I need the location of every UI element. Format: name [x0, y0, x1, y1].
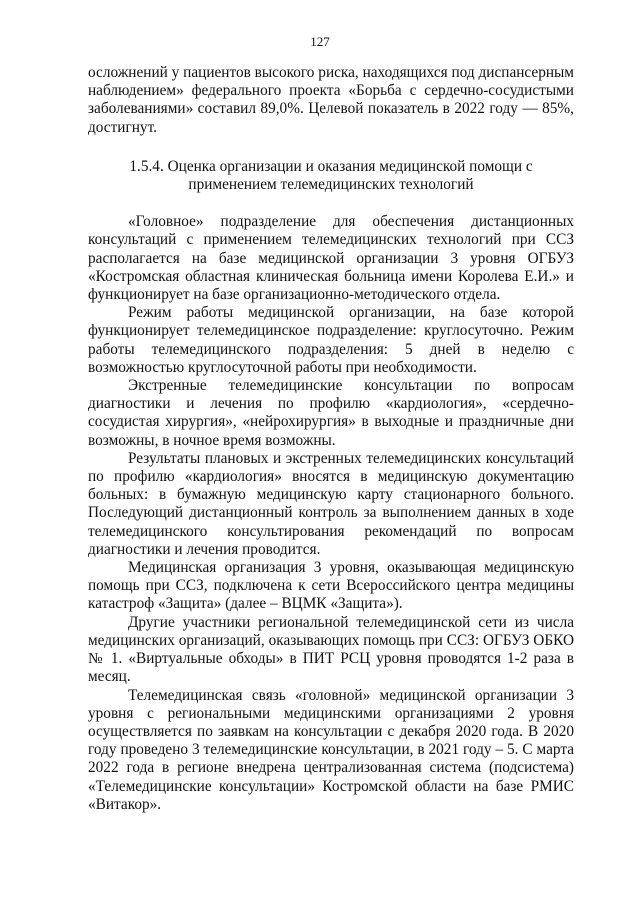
paragraph-zashchita-network: Медицинская организация 3 уровня, оказывающая медицинскую помощь при ССЗ, подключена к сети Всероссийского центра медицины катастроф «Защита» (далее – ВЦМК «Защита»).	[88, 559, 574, 613]
paragraph-other-participants: Другие участники региональной телемедицинской сети из числа медицинских организаций, оказывающих помощь при ССЗ: ОГБУЗ ОБКО № 1. «Виртуальные обходы» в ПИТ РСЦ уровня проводятся 1-2 раза в месяц.	[88, 613, 574, 686]
paragraph-consultation-results: Результаты плановых и экстренных телемедицинских консультаций по профилю «кардиология» вносятся в медицинскую документацию больных: в бумажную медицинскую карту стационарного больного. Последующий дистанционный контроль за выполнением данных в ходе телемедицинского консультирования рекомендаций по вопросам диагностики и лечения проводится.	[88, 449, 574, 558]
page-number: 127	[310, 34, 330, 49]
document-body	[88, 64, 574, 814]
paragraph-work-mode: Режим работы медицинской организации, на базе которой функционирует телемедицинское подразделение: круглосуточно. Режим работы телемедицинского подразделения: 5 дней в неделю с возможностью круглосуточной работы при необходимости.	[88, 304, 574, 376]
section-heading-line-1: 1.5.4. Оценка организации и оказания медицинской помощи с	[129, 157, 533, 175]
section-heading	[88, 158, 574, 194]
paragraph-head-unit: «Головное» подразделение для обеспечения дистанционных консультаций с применением телемедицинских технологий при ССЗ располагается на базе медицинской организации 3 уровня ОГБУЗ «Костромская областная клиническая больница имени Королева Е.И.» и функционирует на базе организационно-методического отдела.	[88, 213, 574, 304]
paragraph-emergency-consultations: Экстренные телемедицинские консультации по вопросам диагностики и лечения по профилю «кардиология», «сердечно-сосудистая хирургия», «нейрохирургия» в выходные и праздничные дни возможны, в ночное время возможны.	[88, 377, 574, 449]
paragraph-telemedicine-link: Телемедицинская связь «головной» медицинской организации 3 уровня с региональными медицинскими организациями 2 уровня осуществляется по заявкам на консультации с декабря 2020 года. В 2020 году проведено 3 телемедицинские консультации, в 2021 году – 5. С марта 2022 года в регионе внедрена централизованная система (подсистема) «Телемедицинские консультации» Костромской области на базе РМИС «Витакор».	[88, 686, 574, 813]
section-heading-line-2: применением телемедицинских технологий	[188, 176, 474, 194]
intro-paragraph: осложнений у пациентов высокого риска, находящихся под диспансерным наблюдением» федерального проекта «Борьба с сердечно-сосудистыми заболеваниями» составил 89,0%. Целевой показатель в 2022 году — 85%, достигнут.	[88, 64, 574, 136]
